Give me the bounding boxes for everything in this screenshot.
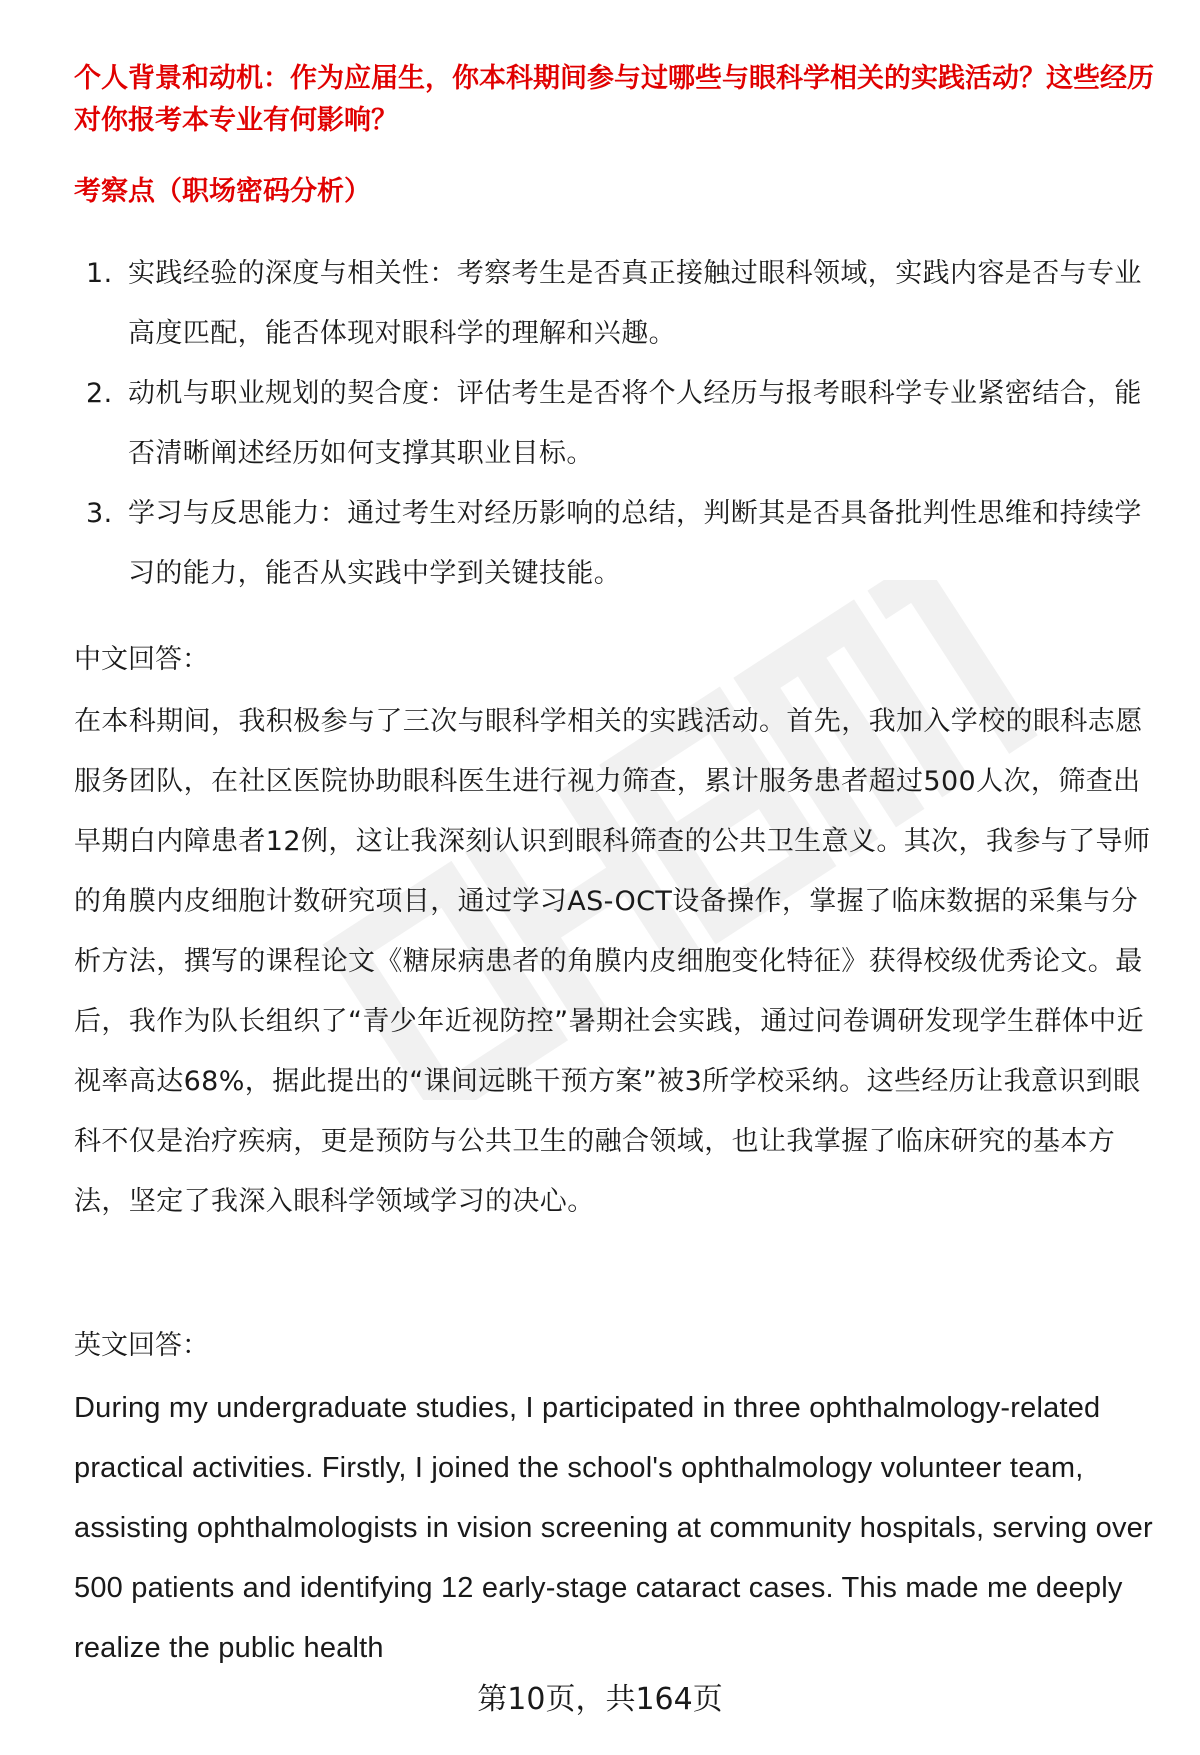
point-number: 1. (86, 258, 113, 289)
chinese-answer: 在本科期间，我积极参与了三次与眼科学相关的实践活动。首先，我加入学校的眼科志愿服务团队，在社区医院协助眼科医生进行视力筛查，累计服务患者超过500人次，筛查出早期白内障患者12例，这让我深刻认识到眼科筛查的公共卫生意义。其次，我参与了导师的角膜内皮细胞计数研究项目，通过学习AS-OCT设备操作，掌握了临床数据的采集与分析方法，撰写的课程论文《糖尿病患者的角膜内皮细胞变化特征》获得校级优秀论文。最后，我作为队长组织了“青少年近视防控”暑期社会实践，通过问卷调研发现学生群体中近视率高达68%，据此提出的“课间远眺干预方案”被3所学校采纳。这些经历让我意识到眼科不仅是治疗疾病，更是预防与公共卫生的融合领域，也让我掌握了临床研究的基本方法，坚定了我深入眼科学领域学习的决心。 (74, 706, 1151, 1217)
point-text: 实践经验的深度与相关性：考察考生是否真正接触过眼科领域，实践内容是否与专业高度匹配，能否体现对眼科学的理解和兴趣。 (128, 258, 1142, 349)
assessment-point (74, 244, 1154, 364)
english-answer-label: 英文回答： (74, 1330, 209, 1361)
assessment-point (74, 484, 1154, 604)
assessment-points-list (74, 244, 1154, 604)
point-text: 动机与职业规划的契合度：评估考生是否将个人经历与报考眼科学专业紧密结合，能否清晰阐述经历如何支撑其职业目标。 (128, 378, 1142, 469)
page-footer: 第10页，共164页 (477, 1682, 723, 1717)
english-answer: During my undergraduate studies, I participated in three ophthalmology-related practical activities. Firstly, I joined the school's ophthalmology volunteer team, assisting ophthalmologists in vision screening at community hospitals, serving over 500 patients and identifying 12 early-stage cataract cases. This made me deeply realize the public health (74, 1392, 1153, 1664)
point-number: 2. (86, 378, 113, 409)
assessment-heading: 考察点（职场密码分析） (74, 176, 371, 207)
assessment-point (74, 364, 1154, 484)
chinese-answer-label: 中文回答： (74, 644, 209, 675)
question-title: 个人背景和动机：作为应届生，你本科期间参与过哪些与眼科学相关的实践活动？这些经历对你报考本专业有何影响？ (74, 63, 1154, 136)
point-number: 3. (86, 498, 113, 529)
point-text: 学习与反思能力：通过考生对经历影响的总结，判断其是否具备批判性思维和持续学习的能力，能否从实践中学到关键技能。 (128, 498, 1142, 589)
